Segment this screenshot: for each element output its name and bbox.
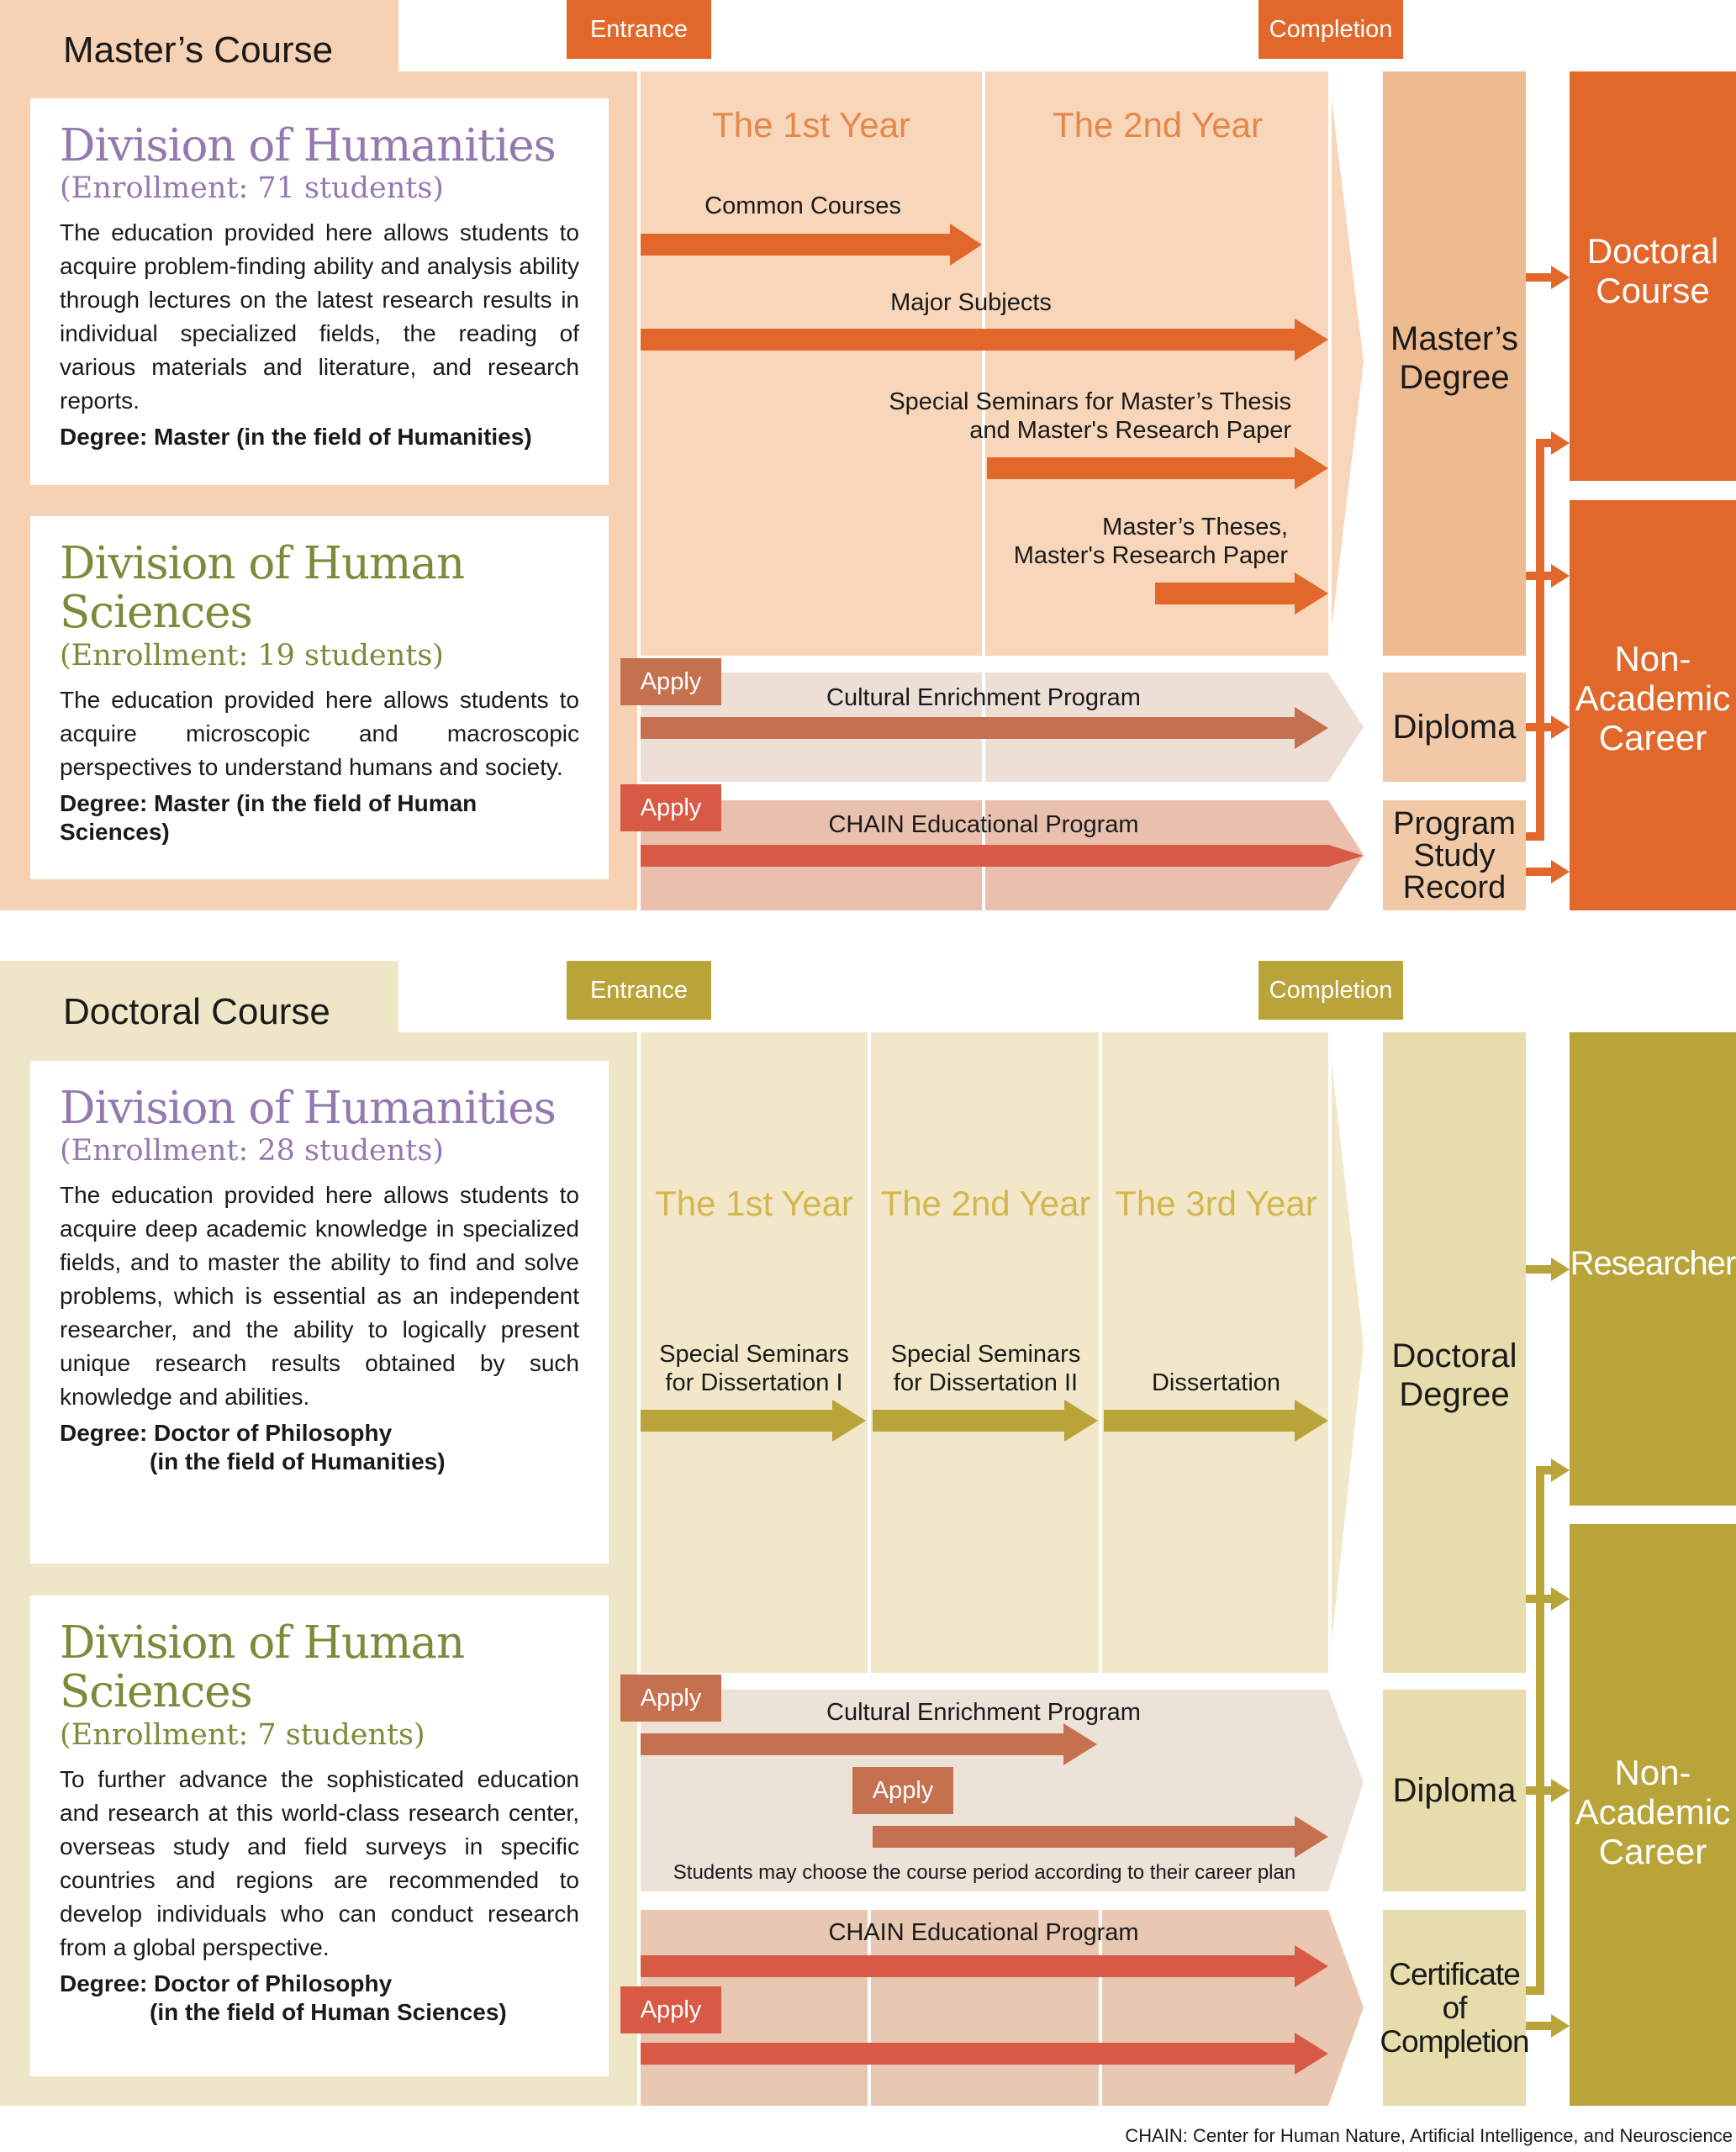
- common-courses-label: Common Courses: [704, 193, 901, 219]
- division-enrollment: (Enrollment: 7 students): [60, 1717, 425, 1752]
- seminar-1-label: [639, 1340, 869, 1397]
- division-enrollment: (Enrollment: 19 students): [60, 638, 444, 672]
- division-title: Division of Humanities: [60, 1083, 556, 1134]
- result-line: Degree: [1399, 1376, 1510, 1413]
- result-line: Degree: [1399, 359, 1510, 396]
- career-line: Non-: [1614, 639, 1691, 678]
- doctoral-year3-column: [1102, 1032, 1364, 1673]
- label-line: Special Seminars: [659, 1341, 849, 1368]
- masters-cultural-label: Cultural Enrichment Program: [826, 684, 1141, 711]
- course-period-note: Students may choose the course period according to their career plan: [673, 1861, 1296, 1884]
- division-degree-field: (in the field of Humanities): [150, 1448, 446, 1475]
- career-line: Course: [1596, 271, 1710, 310]
- doctoral-degree-label: [1383, 1337, 1526, 1414]
- doctoral-completion-tag: Completion: [1258, 961, 1403, 1020]
- apply-badge: Apply: [620, 784, 721, 831]
- result-line: Program: [1393, 805, 1516, 841]
- result-line: Doctoral: [1391, 1337, 1517, 1374]
- career-line: Non-: [1614, 1753, 1691, 1792]
- career-line: Doctoral: [1586, 231, 1719, 271]
- doctoral-course-title: Doctoral Course: [63, 991, 330, 1032]
- result-line: Completion: [1380, 2023, 1529, 2059]
- masters-human-sciences-box: [30, 516, 609, 879]
- dissertation-label: Dissertation: [1151, 1369, 1281, 1396]
- theses-label-1: Master’s Theses,: [1102, 514, 1288, 541]
- doctoral-entrance-tag: Entrance: [567, 961, 711, 1020]
- masters-diploma-label: Diploma: [1392, 709, 1517, 746]
- major-subjects-label: Major Subjects: [890, 289, 1052, 316]
- doctoral-course-career-label: [1570, 231, 1736, 310]
- career-line: Career: [1598, 1832, 1707, 1871]
- apply-badge: Apply: [620, 1986, 721, 2033]
- division-title: Division of Humanities: [60, 120, 556, 171]
- doctoral-diploma-label: Diploma: [1392, 1772, 1517, 1809]
- division-description: The education provided here allows students to acquire deep academic knowledge in specialized fields, and to master the ability to find and solve problems, which is essential as an independent researcher, and the ability to logically present unique research results obtained by such knowledge and abilities.: [60, 1182, 579, 1411]
- division-enrollment: (Enrollment: 71 students): [60, 171, 444, 206]
- doctoral-human-sciences-box: [30, 1596, 609, 2076]
- career-line: Career: [1598, 718, 1707, 757]
- doctoral-year-2: The 2nd Year: [880, 1184, 1091, 1223]
- career-line: Academic: [1575, 1792, 1731, 1832]
- doctoral-humanities-box: [30, 1061, 609, 1564]
- division-title: Division of Human Sciences: [60, 538, 465, 639]
- masters-year-1: The 1st Year: [712, 105, 910, 145]
- label-line: for Dissertation II: [893, 1369, 1079, 1396]
- masters-humanities-box: [30, 98, 609, 485]
- masters-entrance-tag: Entrance: [567, 0, 711, 59]
- doctoral-year-3: The 3rd Year: [1115, 1184, 1317, 1223]
- label-line: Special Seminars: [890, 1341, 1081, 1368]
- doctoral-non-academic-label: [1570, 1753, 1736, 1871]
- doctoral-chain-label: CHAIN Educational Program: [828, 1919, 1139, 1946]
- career-line: Academic: [1575, 678, 1731, 718]
- apply-badge: Apply: [852, 1767, 953, 1814]
- division-description: The education provided here allows students to acquire microscopic and macroscopic perspectives to understand humans and society.: [60, 686, 579, 780]
- masters-non-academic-label: [1570, 639, 1736, 757]
- result-line: of: [1442, 1990, 1467, 2025]
- result-line: Certificate: [1389, 1956, 1520, 1991]
- division-title: Division of Human Sciences: [60, 1617, 465, 1718]
- doctoral-cultural-label: Cultural Enrichment Program: [826, 1699, 1141, 1726]
- division-description: The education provided here allows students to acquire problem-finding ability and analysis ability through lectures on the latest research results in individual specialized fields, the reading of various materials and literature, and research reports.: [60, 219, 579, 414]
- label-line: for Dissertation I: [665, 1369, 843, 1396]
- program-study-record-label: [1383, 800, 1526, 910]
- masters-chain-label: CHAIN Educational Program: [828, 811, 1139, 838]
- seminar-label-2: and Master's Research Paper: [969, 417, 1291, 444]
- result-line: Record: [1402, 869, 1506, 905]
- division-degree: Degree: Doctor of Philosophy: [60, 1420, 393, 1447]
- division-degree: Degree: Master (in the field of Human Sciences): [60, 789, 478, 845]
- division-degree-field: (in the field of Human Sciences): [150, 1998, 507, 2025]
- masters-completion-tag: Completion: [1258, 0, 1403, 59]
- division-description: To further advance the sophisticated education and research at this world-class research center, overseas study and field surveys in specific countries and regions are recommended to develop individuals who can conduct research from a global perspective.: [60, 1765, 579, 1960]
- result-line: Master’s: [1390, 320, 1518, 357]
- certificate-label: [1380, 1910, 1529, 2106]
- seminar-2-label: [871, 1340, 1100, 1397]
- researcher-label: Researcher: [1570, 1245, 1736, 1282]
- division-degree: Degree: Doctor of Philosophy: [60, 1970, 393, 1996]
- masters-course-title: Master’s Course: [63, 29, 334, 71]
- theses-label-2: Master's Research Paper: [1013, 542, 1288, 569]
- seminar-label-1: Special Seminars for Master’s Thesis: [889, 388, 1291, 415]
- result-line: Study: [1413, 837, 1496, 873]
- masters-year-2: The 2nd Year: [1053, 105, 1263, 145]
- apply-badge: Apply: [620, 658, 721, 705]
- doctoral-year-1: The 1st Year: [655, 1184, 853, 1223]
- chain-footnote: CHAIN: Center for Human Nature, Artificial Intelligence, and Neuroscience: [1125, 2125, 1733, 2146]
- division-enrollment: (Enrollment: 28 students): [60, 1134, 444, 1168]
- division-degree: Degree: Master (in the field of Humanities): [60, 424, 532, 451]
- apply-badge: Apply: [620, 1675, 721, 1722]
- masters-degree-label: [1383, 319, 1526, 397]
